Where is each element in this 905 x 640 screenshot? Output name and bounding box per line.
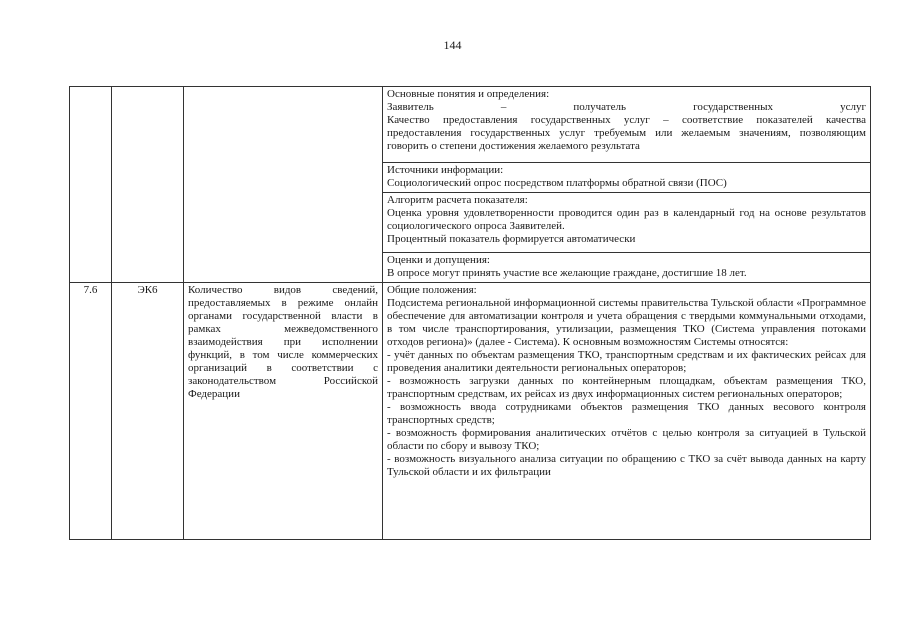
cell-general-provisions [383,283,871,540]
table-row [70,87,871,163]
list-item: - учёт данных по объектам размещения ТКО, транспортным средствам и их фактических рейсах для проведения аналитики деятельности региональных операторов; [387,349,866,374]
cell-indicator-name: Количество видов сведений, предоставляемых в режиме онлайн органами государственной власти в рамках межведомственного взаимодействия при исполнении функций, в том числе коммерческих организаций в соответствии с законодательством Российской Федерации [184,283,383,540]
list-item: - возможность формирования аналитических отчётов с целью контроля за ситуацией в Тульской области по сбору и вывозу ТКО; [387,427,866,452]
section-heading: Оценки и допущения: [387,254,490,266]
section-heading: Алгоритм расчета показателя: [387,194,528,206]
paragraph: Оценка уровня удовлетворенности проводится один раз в календарный год на основе результатов социологического опроса Заявителей. [387,207,866,232]
list-item: - возможность ввода сотрудниками объектов размещения ТКО данных весового контроля транспортных средств; [387,401,866,426]
applicant-term: Заявитель [387,101,434,113]
page-number: 144 [443,38,462,52]
list-item: - возможность визуального анализа ситуации по обращению с ТКО за счёт вывода данных на карту Тульской области и их фильтрации [387,453,866,478]
paragraph: Подсистема региональной информационной системы правительства Тульской области «Программное обеспечение для автоматизации контроля и учета обращения с твердыми коммунальными отходами, в том числе транспортирования, утилизации, размещения ТКО (Система управления потоками отходов региона)» (далее - Система). К основным возможностям Системы относятся: [387,297,866,348]
applicant-dash: – [500,101,507,113]
table-row [70,283,871,540]
list-item: - возможность загрузки данных по контейнерным площадкам, объектам размещения ТКО, транспортным средствам, их рейсах из двух информационных систем региональных операторов; [387,375,866,400]
section-heading: Основные понятия и определения: [387,88,550,100]
cell-code: ЭК6 [112,283,184,540]
cell-sources [383,163,871,193]
applicant-word: услуг [840,101,866,113]
cell-code-empty [112,87,184,283]
indicator-table [69,86,871,540]
paragraph: Процентный показатель формируется автоматически [387,233,636,245]
cell-algorithm [383,193,871,253]
cell-definitions [383,87,871,163]
cell-number: 7.6 [70,283,112,540]
paragraph: Социологический опрос посредством платформы обратной связи (ПОС) [387,177,727,189]
applicant-definition-line [387,101,866,114]
section-heading: Общие положения: [387,284,477,296]
applicant-word: получатель [573,101,626,113]
paragraph: В опросе могут принять участие все желающие граждане, достигшие 18 лет. [387,267,747,279]
cell-name-empty [184,87,383,283]
paragraph: Качество предоставления государственных услуг – соответствие показателей качества предоставления государственных услуг требуемым или желаемым значениям, позволяющим говорить о степени достижения желаемого результата [387,114,866,152]
cell-assumptions [383,253,871,283]
applicant-word: государственных [693,101,773,113]
cell-number-empty [70,87,112,283]
section-heading: Источники информации: [387,164,504,176]
